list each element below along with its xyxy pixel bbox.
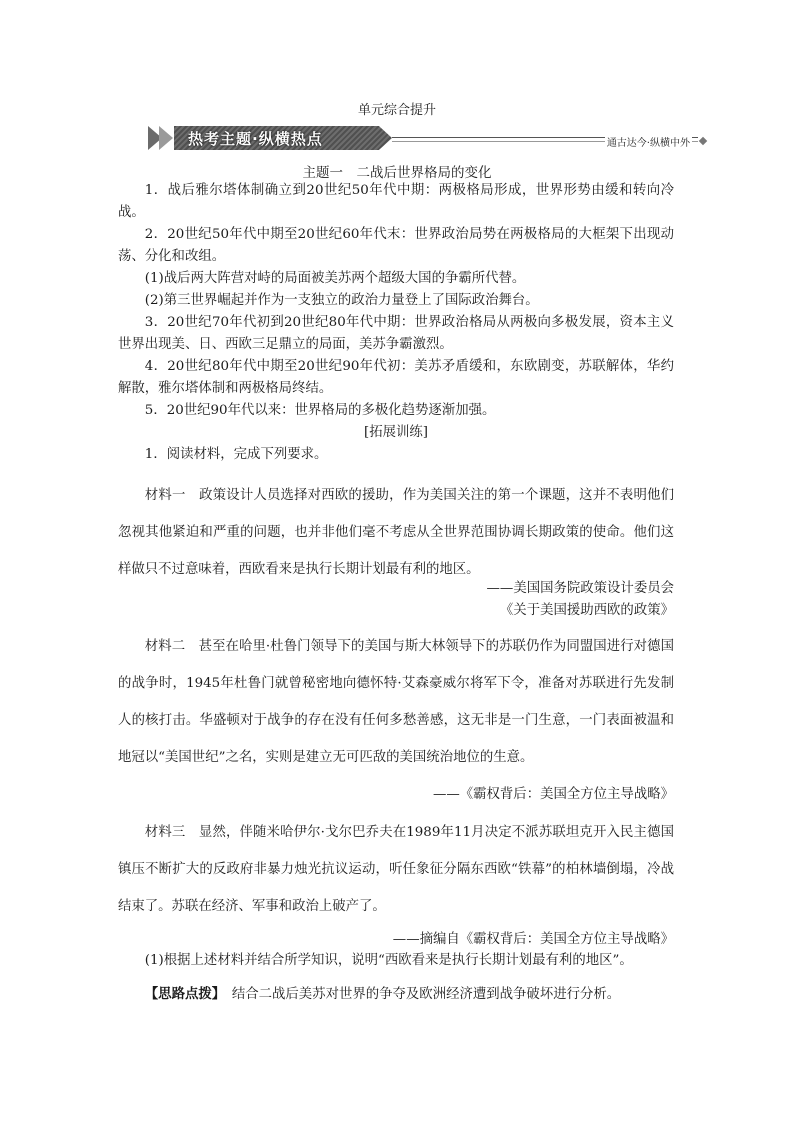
section-banner bbox=[148, 122, 708, 154]
material-3-text: 材料三 显然，伴随米哈伊尔·戈尔巴乔夫在1989年11月决定不派苏联坦克开入民主德国镇压不断扩大的反政府非暴力烛光抗议运动，听任象征分隔东西欧“铁幕”的柏林墙倒塌，冷战结束了。苏联在经济、军事和政治上破产了。 bbox=[118, 825, 674, 914]
hint-paragraph bbox=[118, 984, 674, 1006]
material-1-source-title: 《关于美国援助西欧的政策》 bbox=[499, 603, 674, 618]
point-2: 2．20世纪50年代中期至20世纪60年代末：世界政治局势在两极格局的大框架下出现动荡、分化和改组。 bbox=[118, 227, 674, 264]
hint-label: 【思路点拨】 bbox=[144, 987, 219, 1002]
material-1-text: 材料一 政策设计人员选择对西欧的援助，作为美国关注的第一个课题，这并不表明他们忽视其他紧迫和严重的问题，也并非他们毫不考虑从全世界范围协调长期政策的使命。他们这样做只不过意味着，西欧看来是执行长期计划最有利的地区。 bbox=[118, 488, 674, 577]
unit-title: 单元综合提升 bbox=[357, 103, 436, 118]
banner-label: 热考主题·纵横热点 bbox=[188, 130, 323, 148]
sub-question: (1)根据上述材料并结合所学知识，说明“西欧看来是执行长期计划最有利的地区”。 bbox=[144, 953, 633, 968]
point-1: 1．战后雅尔塔体制确立到20世纪50年代中期：两极格局形成，世界形势由缓和转向冷战。 bbox=[118, 183, 674, 220]
point-3: 3．20世纪70年代初到20世纪80年代中期：世界政治格局从两极向多极发展，资本主义世界出现美、日、西欧三足鼎立的局面，美苏争霸激烈。 bbox=[118, 315, 674, 352]
topic-title: 主题一 二战后世界格局的变化 bbox=[302, 165, 492, 181]
point-2-2: (2)第三世界崛起并作为一支独立的政治力量登上了国际政治舞台。 bbox=[144, 293, 539, 308]
chevron-icon bbox=[159, 126, 173, 150]
point-4: 4．20世纪80年代中期至20世纪90年代初：美苏矛盾缓和，东欧剧变，苏联解体，华约解散，雅尔塔体制和两极格局终结。 bbox=[118, 359, 674, 396]
material-2-text: 材料二 甚至在哈里·杜鲁门领导下的美国与斯大林领导下的苏联仍作为同盟国进行对德国的战争时，1945年杜鲁门就曾秘密地向德怀特·艾森豪威尔将军下令，准备对苏联进行先发制人的核打击。华盛顿对于战争的存在没有任何多愁善感，这无非是一门生意，一门表面被温和地冠以“美国世纪”之名，实则是建立无可匹敌的美国统治地位的生意。 bbox=[118, 639, 674, 765]
material-3-source: ——摘编自《霸权背后：美国全方位主导战略》 bbox=[392, 932, 674, 947]
banner-motto: 通古达今·纵横中外 bbox=[605, 134, 692, 149]
training-label: [拓展训练] bbox=[363, 425, 428, 440]
material-1-source: ——美国国务院政策设计委员会 bbox=[486, 581, 674, 596]
question-intro: 1．阅读材料，完成下列要求。 bbox=[144, 447, 328, 462]
diamond-icon bbox=[699, 137, 707, 145]
point-2-1: (1)战后两大阵营对峙的局面被美苏两个超级大国的争霸所代替。 bbox=[144, 271, 526, 286]
material-2-source: ——《霸权背后：美国全方位主导战略》 bbox=[432, 787, 674, 802]
point-5: 5．20世纪90年代以来：世界格局的多极化趋势逐渐加强。 bbox=[144, 403, 496, 418]
hint-text: 结合二战后美苏对世界的争夺及欧洲经济遭到战争破坏进行分析。 bbox=[218, 987, 621, 1002]
